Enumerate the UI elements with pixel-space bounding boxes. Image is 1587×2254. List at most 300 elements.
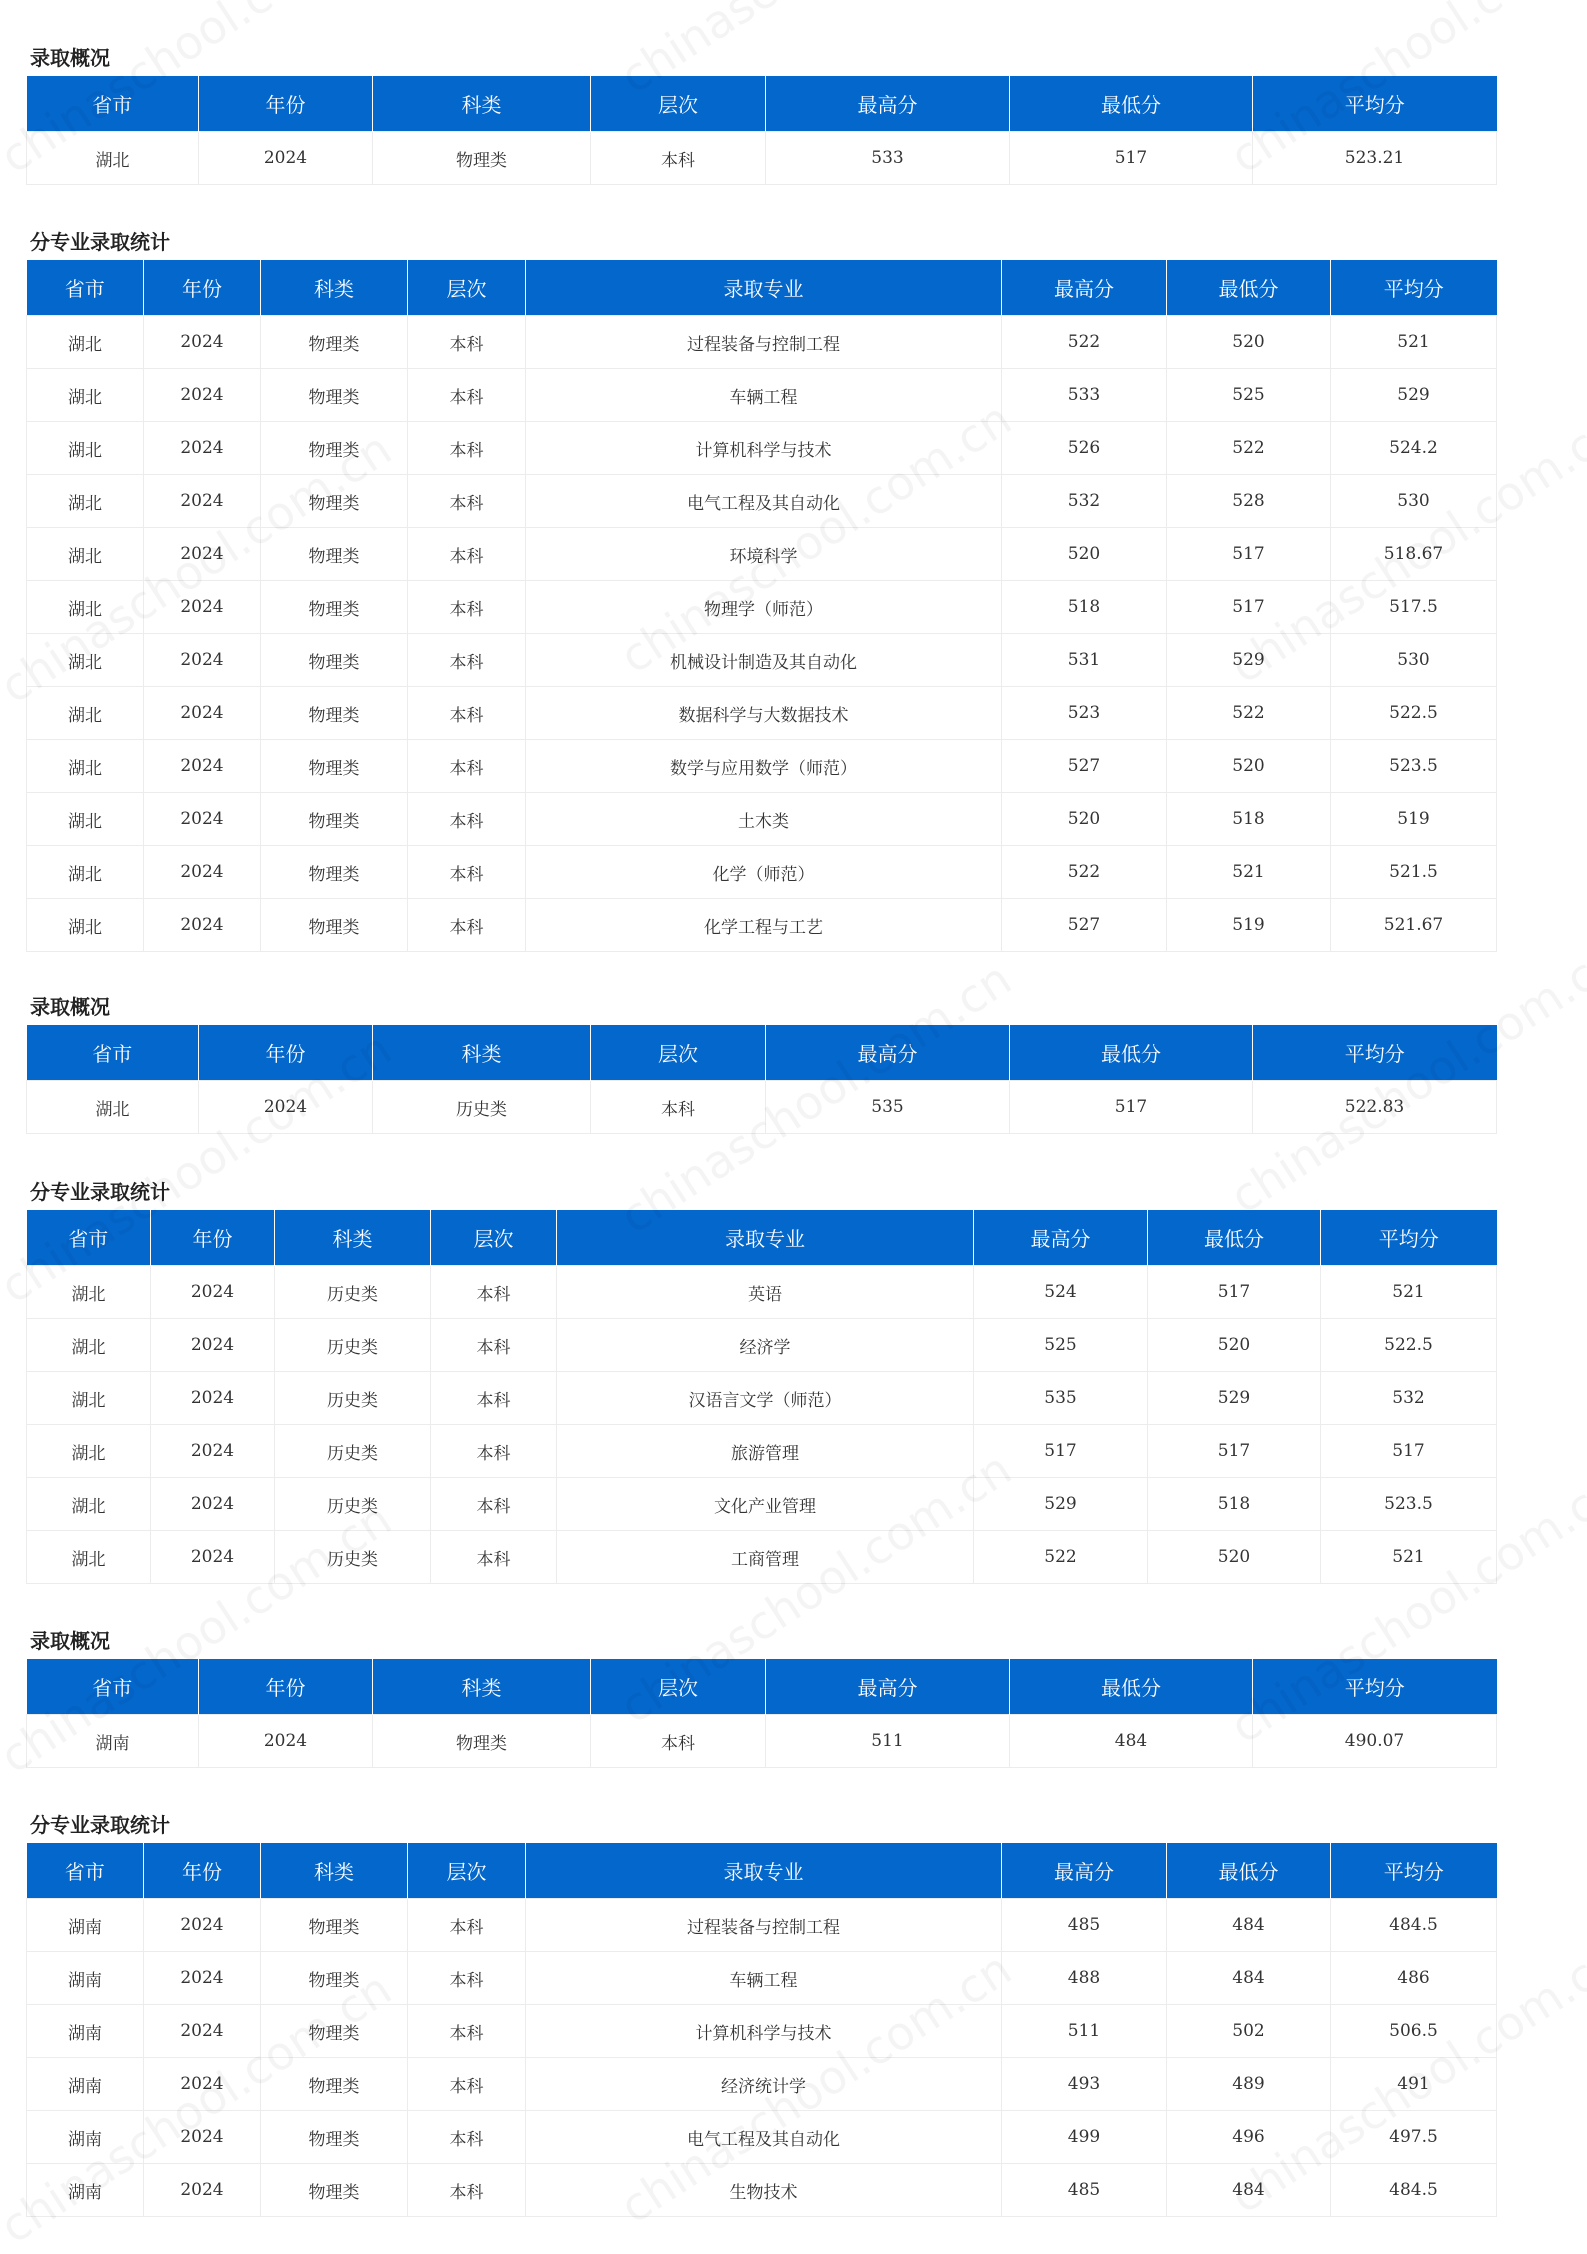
table-cell: 本科 — [408, 2111, 526, 2164]
table-cell: 520 — [1167, 316, 1331, 369]
table-cell: 493 — [1002, 2058, 1167, 2111]
table-row — [27, 1952, 1497, 2005]
table-cell: 生物技术 — [526, 2164, 1002, 2217]
column-header: 层次 — [408, 1843, 526, 1899]
table-cell: 521 — [1321, 1531, 1497, 1584]
table-cell: 2024 — [144, 2005, 261, 2058]
table-cell: 湖北 — [27, 1425, 151, 1478]
table-row — [27, 1478, 1497, 1531]
column-header: 平均分 — [1253, 1025, 1497, 1081]
column-header: 最低分 — [1010, 76, 1253, 132]
column-header: 录取专业 — [557, 1210, 974, 1266]
table-cell: 湖北 — [27, 475, 144, 528]
table-cell: 530 — [1331, 634, 1497, 687]
column-header: 最低分 — [1148, 1210, 1321, 1266]
column-header: 年份 — [144, 1843, 261, 1899]
major-table — [26, 260, 1497, 952]
table-cell: 物理类 — [373, 1715, 591, 1768]
table-cell: 485 — [1002, 1899, 1167, 1952]
table-cell: 湖北 — [27, 1319, 151, 1372]
column-header: 科类 — [261, 1843, 408, 1899]
table-row — [27, 687, 1497, 740]
table-cell: 522.5 — [1331, 687, 1497, 740]
table-cell: 529 — [1167, 634, 1331, 687]
column-header: 最高分 — [1002, 260, 1167, 316]
table-cell: 数据科学与大数据技术 — [526, 687, 1002, 740]
table-cell: 物理学（师范） — [526, 581, 1002, 634]
table-cell: 2024 — [144, 899, 261, 952]
table-cell: 数学与应用数学（师范） — [526, 740, 1002, 793]
table-cell: 本科 — [431, 1372, 557, 1425]
table-cell: 本科 — [408, 2005, 526, 2058]
table-cell: 530 — [1331, 475, 1497, 528]
table-cell: 491 — [1331, 2058, 1497, 2111]
major-table — [26, 1210, 1497, 1584]
table-cell: 本科 — [408, 581, 526, 634]
table-cell: 湖北 — [27, 1372, 151, 1425]
table-cell: 488 — [1002, 1952, 1167, 2005]
column-header: 最高分 — [766, 1025, 1010, 1081]
table-cell: 523.5 — [1321, 1478, 1497, 1531]
table-cell: 电气工程及其自动化 — [526, 2111, 1002, 2164]
table-row — [27, 1899, 1497, 1952]
table-cell: 环境科学 — [526, 528, 1002, 581]
table-cell: 2024 — [144, 316, 261, 369]
table-cell: 湖北 — [27, 687, 144, 740]
table-cell: 518 — [1002, 581, 1167, 634]
table-cell: 529 — [1331, 369, 1497, 422]
table-cell: 物理类 — [261, 2058, 408, 2111]
section-title: 录取概况 — [30, 1629, 110, 1653]
table-row — [27, 1425, 1497, 1478]
table-cell: 湖南 — [27, 1899, 144, 1952]
table-row — [27, 2164, 1497, 2217]
table-cell: 物理类 — [261, 422, 408, 475]
column-header: 最低分 — [1010, 1659, 1253, 1715]
table-cell: 527 — [1002, 740, 1167, 793]
table-cell: 湖南 — [27, 2058, 144, 2111]
table-cell: 2024 — [144, 422, 261, 475]
table-cell: 517 — [974, 1425, 1148, 1478]
table-cell: 517 — [1148, 1425, 1321, 1478]
table-row — [27, 2111, 1497, 2164]
table-cell: 物理类 — [261, 316, 408, 369]
table-cell: 2024 — [144, 1952, 261, 2005]
table-cell: 532 — [1321, 1372, 1497, 1425]
table-cell: 521.5 — [1331, 846, 1497, 899]
table-cell: 物理类 — [261, 740, 408, 793]
table-cell: 2024 — [144, 528, 261, 581]
column-header: 科类 — [373, 76, 591, 132]
table-cell: 506.5 — [1331, 2005, 1497, 2058]
table-cell: 533 — [766, 132, 1010, 185]
table-cell: 物理类 — [261, 528, 408, 581]
table-cell: 湖北 — [27, 528, 144, 581]
column-header: 省市 — [27, 1025, 199, 1081]
table-cell: 湖北 — [27, 634, 144, 687]
table-cell: 工商管理 — [557, 1531, 974, 1584]
column-header: 录取专业 — [526, 260, 1002, 316]
column-header: 省市 — [27, 76, 199, 132]
table-cell: 2024 — [151, 1266, 275, 1319]
table-cell: 本科 — [408, 846, 526, 899]
table-cell: 机械设计制造及其自动化 — [526, 634, 1002, 687]
table-cell: 484 — [1010, 1715, 1253, 1768]
section-title: 分专业录取统计 — [30, 1180, 170, 1204]
table-cell: 本科 — [408, 2164, 526, 2217]
table-row — [27, 1715, 1497, 1768]
table-row — [27, 740, 1497, 793]
table-cell: 本科 — [431, 1531, 557, 1584]
table-cell: 2024 — [199, 1715, 373, 1768]
table-cell: 522 — [1002, 316, 1167, 369]
table-cell: 经济学 — [557, 1319, 974, 1372]
table-cell: 521 — [1321, 1266, 1497, 1319]
table-cell: 490.07 — [1253, 1715, 1497, 1768]
column-header: 最低分 — [1010, 1025, 1253, 1081]
table-cell: 历史类 — [275, 1425, 431, 1478]
column-header: 层次 — [408, 260, 526, 316]
table-cell: 物理类 — [261, 2164, 408, 2217]
table-row — [27, 793, 1497, 846]
column-header: 科类 — [373, 1659, 591, 1715]
table-cell: 本科 — [408, 1899, 526, 1952]
table-cell: 本科 — [408, 687, 526, 740]
table-cell: 物理类 — [261, 2005, 408, 2058]
table-cell: 湖南 — [27, 1952, 144, 2005]
table-cell: 532 — [1002, 475, 1167, 528]
table-cell: 2024 — [144, 369, 261, 422]
major-table — [26, 1843, 1497, 2217]
table-row — [27, 2058, 1497, 2111]
column-header: 年份 — [151, 1210, 275, 1266]
table-cell: 本科 — [408, 1952, 526, 2005]
table-cell: 529 — [974, 1478, 1148, 1531]
table-cell: 527 — [1002, 899, 1167, 952]
table-cell: 2024 — [144, 687, 261, 740]
table-cell: 湖北 — [27, 740, 144, 793]
section-title: 分专业录取统计 — [30, 1813, 170, 1837]
table-cell: 2024 — [199, 132, 373, 185]
table-cell: 521 — [1167, 846, 1331, 899]
table-cell: 湖南 — [27, 2111, 144, 2164]
column-header: 最高分 — [766, 1659, 1010, 1715]
table-row — [27, 1081, 1497, 1134]
table-row — [27, 316, 1497, 369]
table-cell: 489 — [1167, 2058, 1331, 2111]
table-cell: 物理类 — [373, 132, 591, 185]
table-cell: 2024 — [151, 1478, 275, 1531]
table-cell: 521 — [1331, 316, 1497, 369]
table-cell: 511 — [766, 1715, 1010, 1768]
table-cell: 517 — [1010, 132, 1253, 185]
table-cell: 2024 — [144, 2111, 261, 2164]
table-cell: 历史类 — [275, 1372, 431, 1425]
table-cell: 湖北 — [27, 1266, 151, 1319]
table-header-row — [27, 1843, 1497, 1899]
column-header: 省市 — [27, 1659, 199, 1715]
column-header: 省市 — [27, 260, 144, 316]
table-cell: 湖南 — [27, 1715, 199, 1768]
table-cell: 517 — [1010, 1081, 1253, 1134]
table-cell: 历史类 — [373, 1081, 591, 1134]
table-cell: 535 — [766, 1081, 1010, 1134]
column-header: 层次 — [431, 1210, 557, 1266]
table-cell: 518 — [1167, 793, 1331, 846]
table-cell: 汉语言文学（师范） — [557, 1372, 974, 1425]
table-cell: 528 — [1167, 475, 1331, 528]
column-header: 年份 — [144, 260, 261, 316]
table-cell: 本科 — [431, 1425, 557, 1478]
table-cell: 计算机科学与技术 — [526, 422, 1002, 475]
table-cell: 486 — [1331, 1952, 1497, 2005]
column-header: 年份 — [199, 1025, 373, 1081]
table-cell: 经济统计学 — [526, 2058, 1002, 2111]
table-cell: 2024 — [144, 475, 261, 528]
table-cell: 车辆工程 — [526, 1952, 1002, 2005]
table-cell: 485 — [1002, 2164, 1167, 2217]
column-header: 省市 — [27, 1210, 151, 1266]
table-cell: 524 — [974, 1266, 1148, 1319]
column-header: 最低分 — [1167, 260, 1331, 316]
table-cell: 2024 — [144, 846, 261, 899]
table-cell: 2024 — [144, 634, 261, 687]
table-row — [27, 528, 1497, 581]
table-cell: 533 — [1002, 369, 1167, 422]
table-cell: 519 — [1331, 793, 1497, 846]
table-cell: 526 — [1002, 422, 1167, 475]
table-cell: 525 — [1167, 369, 1331, 422]
table-cell: 497.5 — [1331, 2111, 1497, 2164]
table-cell: 计算机科学与技术 — [526, 2005, 1002, 2058]
table-header-row — [27, 1210, 1497, 1266]
table-cell: 物理类 — [261, 634, 408, 687]
table-cell: 484 — [1167, 1952, 1331, 2005]
table-row — [27, 1372, 1497, 1425]
column-header: 科类 — [261, 260, 408, 316]
table-cell: 520 — [1002, 528, 1167, 581]
table-row — [27, 1531, 1497, 1584]
table-cell: 2024 — [144, 2164, 261, 2217]
column-header: 年份 — [199, 1659, 373, 1715]
table-cell: 484.5 — [1331, 1899, 1497, 1952]
table-row — [27, 634, 1497, 687]
table-cell: 本科 — [408, 422, 526, 475]
column-header: 最高分 — [974, 1210, 1148, 1266]
table-cell: 本科 — [591, 1715, 766, 1768]
table-cell: 本科 — [431, 1478, 557, 1531]
table-cell: 535 — [974, 1372, 1148, 1425]
table-cell: 土木类 — [526, 793, 1002, 846]
column-header: 年份 — [199, 76, 373, 132]
column-header: 最低分 — [1167, 1843, 1331, 1899]
table-cell: 520 — [1167, 740, 1331, 793]
column-header: 科类 — [275, 1210, 431, 1266]
table-cell: 529 — [1148, 1372, 1321, 1425]
table-cell: 湖北 — [27, 316, 144, 369]
column-header: 平均分 — [1331, 260, 1497, 316]
column-header: 平均分 — [1321, 1210, 1497, 1266]
table-cell: 525 — [974, 1319, 1148, 1372]
table-cell: 本科 — [408, 793, 526, 846]
table-row — [27, 1319, 1497, 1372]
table-cell: 518 — [1148, 1478, 1321, 1531]
table-cell: 物理类 — [261, 1952, 408, 2005]
table-cell: 本科 — [408, 316, 526, 369]
table-cell: 旅游管理 — [557, 1425, 974, 1478]
table-cell: 2024 — [199, 1081, 373, 1134]
table-cell: 历史类 — [275, 1531, 431, 1584]
table-cell: 本科 — [591, 132, 766, 185]
table-cell: 物理类 — [261, 475, 408, 528]
table-cell: 523 — [1002, 687, 1167, 740]
table-cell: 过程装备与控制工程 — [526, 316, 1002, 369]
table-cell: 本科 — [408, 2058, 526, 2111]
table-header-row — [27, 1025, 1497, 1081]
table-cell: 化学工程与工艺 — [526, 899, 1002, 952]
table-cell: 湖南 — [27, 2164, 144, 2217]
table-cell: 484 — [1167, 2164, 1331, 2217]
table-cell: 522 — [1167, 422, 1331, 475]
table-cell: 2024 — [144, 581, 261, 634]
table-cell: 历史类 — [275, 1478, 431, 1531]
section-title: 分专业录取统计 — [30, 230, 170, 254]
table-cell: 522 — [1167, 687, 1331, 740]
column-header: 平均分 — [1331, 1843, 1497, 1899]
table-cell: 2024 — [144, 740, 261, 793]
table-cell: 520 — [1002, 793, 1167, 846]
table-cell: 2024 — [144, 793, 261, 846]
table-cell: 本科 — [431, 1319, 557, 1372]
table-row — [27, 369, 1497, 422]
table-cell: 湖南 — [27, 2005, 144, 2058]
table-cell: 518.67 — [1331, 528, 1497, 581]
table-cell: 物理类 — [261, 846, 408, 899]
table-cell: 本科 — [408, 899, 526, 952]
column-header: 平均分 — [1253, 1659, 1497, 1715]
table-cell: 522 — [1002, 846, 1167, 899]
table-cell: 2024 — [151, 1319, 275, 1372]
column-header: 层次 — [591, 76, 766, 132]
table-cell: 物理类 — [261, 899, 408, 952]
table-cell: 2024 — [151, 1425, 275, 1478]
table-cell: 522.83 — [1253, 1081, 1497, 1134]
column-header: 科类 — [373, 1025, 591, 1081]
table-cell: 本科 — [408, 740, 526, 793]
table-cell: 521.67 — [1331, 899, 1497, 952]
table-cell: 历史类 — [275, 1319, 431, 1372]
table-row — [27, 846, 1497, 899]
column-header: 层次 — [591, 1659, 766, 1715]
table-cell: 本科 — [591, 1081, 766, 1134]
table-cell: 517 — [1167, 581, 1331, 634]
table-cell: 本科 — [408, 475, 526, 528]
table-cell: 517 — [1167, 528, 1331, 581]
table-header-row — [27, 76, 1497, 132]
table-cell: 湖北 — [27, 422, 144, 475]
table-row — [27, 899, 1497, 952]
table-cell: 520 — [1148, 1531, 1321, 1584]
table-row — [27, 2005, 1497, 2058]
table-cell: 511 — [1002, 2005, 1167, 2058]
table-cell: 496 — [1167, 2111, 1331, 2164]
table-cell: 517.5 — [1331, 581, 1497, 634]
summary-table — [26, 76, 1497, 185]
table-cell: 本科 — [408, 369, 526, 422]
column-header: 省市 — [27, 1843, 144, 1899]
table-cell: 物理类 — [261, 687, 408, 740]
table-cell: 517 — [1148, 1266, 1321, 1319]
table-header-row — [27, 260, 1497, 316]
table-cell: 523.5 — [1331, 740, 1497, 793]
column-header: 最高分 — [766, 76, 1010, 132]
table-cell: 湖北 — [27, 793, 144, 846]
table-cell: 湖北 — [27, 846, 144, 899]
table-cell: 531 — [1002, 634, 1167, 687]
table-row — [27, 475, 1497, 528]
column-header: 平均分 — [1253, 76, 1497, 132]
table-cell: 519 — [1167, 899, 1331, 952]
table-cell: 499 — [1002, 2111, 1167, 2164]
table-cell: 湖北 — [27, 1081, 199, 1134]
table-cell: 湖北 — [27, 581, 144, 634]
table-cell: 湖北 — [27, 369, 144, 422]
table-cell: 本科 — [408, 634, 526, 687]
table-cell: 522.5 — [1321, 1319, 1497, 1372]
table-header-row — [27, 1659, 1497, 1715]
table-cell: 2024 — [151, 1372, 275, 1425]
table-cell: 517 — [1321, 1425, 1497, 1478]
section-title: 录取概况 — [30, 995, 110, 1019]
table-row — [27, 581, 1497, 634]
table-cell: 过程装备与控制工程 — [526, 1899, 1002, 1952]
table-cell: 484 — [1167, 1899, 1331, 1952]
table-cell: 电气工程及其自动化 — [526, 475, 1002, 528]
table-cell: 523.21 — [1253, 132, 1497, 185]
table-cell: 化学（师范） — [526, 846, 1002, 899]
table-cell: 524.2 — [1331, 422, 1497, 475]
table-cell: 文化产业管理 — [557, 1478, 974, 1531]
summary-table — [26, 1025, 1497, 1134]
table-cell: 本科 — [408, 528, 526, 581]
table-cell: 物理类 — [261, 1899, 408, 1952]
table-row — [27, 1266, 1497, 1319]
table-cell: 物理类 — [261, 369, 408, 422]
table-cell: 英语 — [557, 1266, 974, 1319]
table-cell: 车辆工程 — [526, 369, 1002, 422]
table-cell: 湖北 — [27, 1531, 151, 1584]
table-cell: 520 — [1148, 1319, 1321, 1372]
table-cell: 物理类 — [261, 2111, 408, 2164]
column-header: 最高分 — [1002, 1843, 1167, 1899]
table-cell: 502 — [1167, 2005, 1331, 2058]
table-cell: 2024 — [151, 1531, 275, 1584]
table-cell: 本科 — [431, 1266, 557, 1319]
table-cell: 湖北 — [27, 899, 144, 952]
column-header: 层次 — [591, 1025, 766, 1081]
table-cell: 2024 — [144, 1899, 261, 1952]
table-cell: 物理类 — [261, 581, 408, 634]
table-cell: 湖北 — [27, 1478, 151, 1531]
column-header: 录取专业 — [526, 1843, 1002, 1899]
table-cell: 484.5 — [1331, 2164, 1497, 2217]
summary-table — [26, 1659, 1497, 1768]
table-cell: 2024 — [144, 2058, 261, 2111]
table-cell: 物理类 — [261, 793, 408, 846]
section-title: 录取概况 — [30, 46, 110, 70]
table-row — [27, 422, 1497, 475]
table-cell: 522 — [974, 1531, 1148, 1584]
